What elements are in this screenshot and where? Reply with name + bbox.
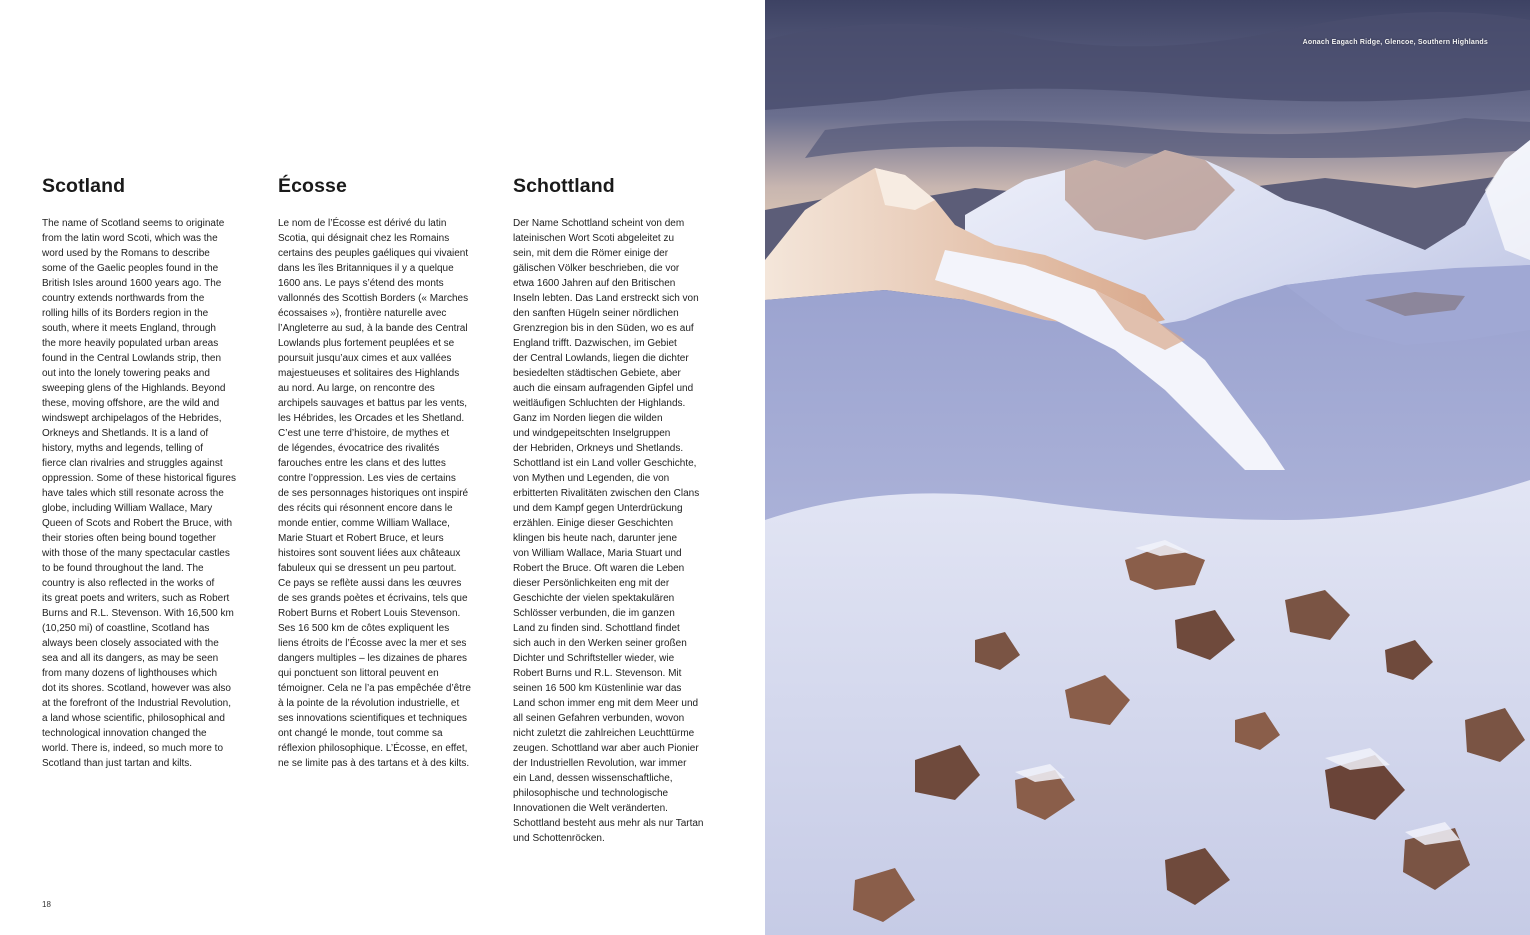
column-german <box>513 172 735 846</box>
mountain-ridge-illustration <box>765 0 1530 935</box>
column-english <box>42 172 264 771</box>
photo-caption: Aonach Eagach Ridge, Glencoe, Southern Highlands <box>1302 39 1488 46</box>
body-text-german: Der Name Schottland scheint von dem lateinischen Wort Scoti abgeleitet zu sein, mit dem die Römer einige der gälischen Völker beschrieben, die vor etwa 1600 Jahren auf den Britischen Inseln lebten. Das Land erstreckt sich von den sanften Hügeln seiner nördlichen Grenzregion bis in den Süden, wo es auf England trifft. Dazwischen, im Gebiet der Central Lowlands, liegen die dichter besiedelten städtischen Gebiete, aber auch die einsam aufragenden Gipfel und weitläufigen Schluchten der Highlands. Ganz im Norden liegen die wilden und windgepeitschten Inselgruppen der Hebriden, Orkneys und Shetlands. Schottland ist ein Land voller Geschichte, von Mythen und Legenden, die von erbitterten Rivalitäten zwischen den Clans und dem Kampf gegen Unterdrückung erzählen. Einige dieser Geschichten klingen bis heute nach, darunter jene von William Wallace, Maria Stuart und Robert the Bruce. Oft waren die Leben dieser Persönlichkeiten eng mit der Geschichte der vielen spektakulären Schlösser verbunden, die im ganzen Land zu finden sind. Schottland findet sich auch in den Werken seiner großen Dichter und Schriftsteller wieder, wie Robert Burns und R.L. Stevenson. Mit seinen 16 500 km Küstenlinie war das Land schon immer eng mit dem Meer und all seinen Gefahren verbunden, wovon nicht zuletzt die zahlreichen Leuchttürme zeugen. Schottland war aber auch Pionier der Industriellen Revolution, war immer ein Land, dessen wissenschaftliche, philosophische und technologische Innovationen die Welt veränderten. Schottland besteht aus mehr als nur Tartan und Schottenröcken. <box>513 218 704 844</box>
mountain-photo <box>765 0 1530 935</box>
body-text-english: The name of Scotland seems to originate from the latin word Scoti, which was the word used by the Romans to describe some of the Gaelic peoples found in the British Isles around 1600 years ago. The country extends northwards from the rolling hills of its Borders region in the south, where it meets England, through the more heavily populated urban areas found in the Central Lowlands strip, then out into the lonely towering peaks and sweeping glens of the Highlands. Beyond these, moving offshore, are the wild and windswept archipelagos of the Hebrides, Orkneys and Shetlands. It is a land of history, myths and legends, telling of fierce clan rivalries and struggles against oppression. Some of these historical figures have tales which still resonate across the globe, including William Wallace, Mary Queen of Scots and Robert the Bruce, with their stories often being bound together with those of the many spectacular castles to be found throughout the land. The country is also reflected in the works of its great poets and writers, such as Robert Burns and R.L. Stevenson. With 16,500 km (10,250 mi) of coastline, Scotland has always been closely associated with the sea and all its dangers, as may be seen from many dozens of lighthouses which dot its shores. Scotland, however was also at the forefront of the Industrial Revolution, a land whose scientific, philosophical and technological innovation changed the world. There is, indeed, so much more to Scotland than just tartan and kilts. <box>42 218 236 769</box>
page-number: 18 <box>42 900 51 909</box>
column-french <box>278 172 500 771</box>
body-text-french: Le nom de l’Écosse est dérivé du latin Scotia, qui désignait chez les Romains certains des peuples gaéliques qui vivaient dans les îles Britanniques il y a quelque 1600 ans. Le pays s’étend des monts vallonnés des Scottish Borders (« Marches écossaises »), frontière naturelle avec l’Angleterre au sud, à la bande des Central Lowlands plus fortement peuplées et se poursuit jusqu’aux cimes et aux vallées majestueuses et solitaires des Highlands au nord. Au large, on rencontre des archipels sauvages et battus par les vents, les Hébrides, les Orcades et les Shetland. C’est une terre d’histoire, de mythes et de légendes, évocatrice des rivalités farouches entre les clans et des luttes contre l’oppression. Les vies de certains de ses personnages historiques ont inspiré des récits qui résonnent encore dans le monde entier, comme William Wallace, Marie Stuart et Robert Bruce, et leurs histoires sont souvent liées aux châteaux fabuleux qui se dressent un peu partout. Ce pays se reflète aussi dans les œuvres de ses grands poètes et écrivains, tels que Robert Burns et Robert Louis Stevenson. Ses 16 500 km de côtes expliquent les liens étroits de l’Écosse avec la mer et ses dangers multiples – les dizaines de phares qui ponctuent son littoral peuvent en témoigner. Cela ne l’a pas empêchée d’être à la pointe de la révolution industrielle, et ses innovations scientifiques et techniques ont changé le monde, tout comme sa réflexion philosophique. L’Écosse, en effet, ne se limite pas à des tartans et à des kilts. <box>278 218 471 769</box>
heading-scotland: Scotland <box>42 175 126 197</box>
heading-ecosse: Écosse <box>278 175 347 197</box>
heading-schottland: Schottland <box>513 175 615 197</box>
